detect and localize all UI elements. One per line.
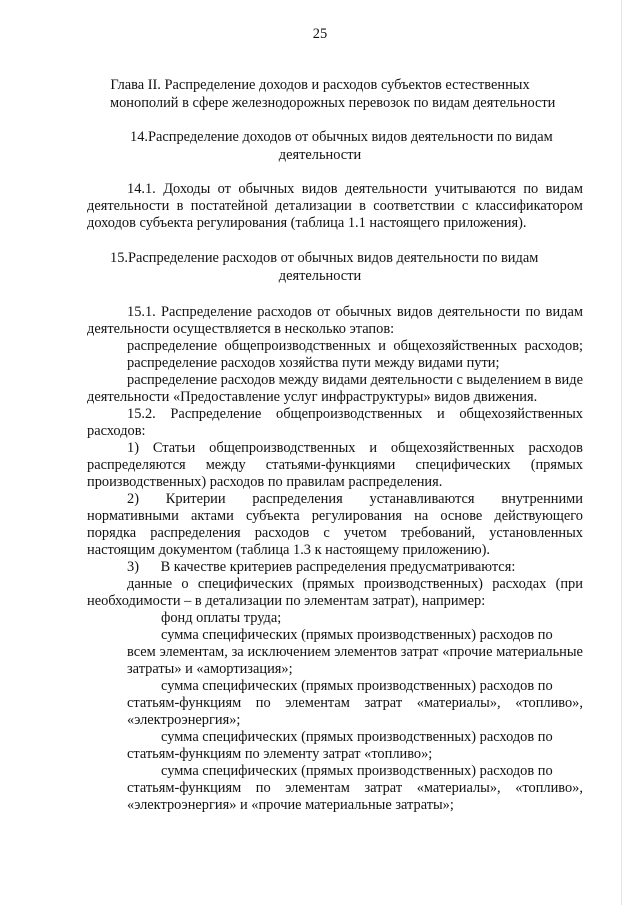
sub-item-payroll: фонд оплаты труда; — [161, 610, 282, 626]
sub-item-a-line-2 — [127, 644, 583, 661]
word: распределения — [150, 525, 241, 541]
word: «прочие — [442, 644, 493, 660]
word: установленных — [489, 525, 583, 541]
sub-item-b-line-1: сумма специфических (прямых производственных) расходов по — [161, 678, 553, 694]
word: производственных) — [363, 576, 483, 592]
word: регулирования — [311, 508, 403, 524]
word: видам — [545, 181, 583, 197]
word: и — [378, 338, 386, 354]
stage-3-line-2: деятельности «Предоставление услуг инфраструктуры» видов движения. — [87, 389, 538, 405]
word: Доходы — [163, 181, 211, 197]
word: соответствии — [373, 198, 455, 214]
word: деятельности — [87, 198, 170, 214]
item-3-line: 3) В качестве критериев распределения предусматриваются: — [127, 559, 516, 575]
section-15-heading-line-2: деятельности — [278, 268, 362, 284]
word: внутренними — [501, 491, 583, 507]
word: статьям-функциям — [127, 780, 242, 796]
word: действующего — [494, 508, 583, 524]
word: распределения — [252, 491, 343, 507]
word: видов — [301, 181, 338, 197]
sub-item-b-line-2 — [127, 695, 583, 712]
item-2-line-3 — [87, 525, 583, 542]
word: в — [176, 198, 184, 214]
item-2-line-1 — [127, 491, 583, 508]
word: с — [461, 198, 469, 214]
word: (прямых — [302, 576, 355, 592]
word: 2) — [127, 491, 139, 507]
word: данные — [127, 576, 173, 592]
word: Распределение — [170, 406, 262, 422]
word: «топливо», — [515, 780, 583, 796]
word: расходах — [492, 576, 547, 592]
word: учетом — [343, 525, 387, 541]
word: основе — [440, 508, 483, 524]
word: расходов; — [524, 338, 583, 354]
word: с — [323, 525, 330, 541]
page-number: 25 — [312, 26, 328, 42]
word: постатейной — [190, 198, 268, 214]
word: «материалы», — [416, 780, 501, 796]
word: выделением — [466, 372, 541, 388]
word: актами — [190, 508, 234, 524]
stage-1-line — [127, 338, 583, 355]
sub-item-a-line-1: сумма специфических (прямых производственных) расходов по — [161, 627, 553, 643]
word: элементам, — [159, 644, 228, 660]
paragraph-15-2-line-1 — [127, 406, 583, 423]
word: порядка — [87, 525, 137, 541]
word: учитываются — [434, 181, 516, 197]
word: и — [369, 440, 378, 456]
word: Распределение — [161, 304, 252, 320]
data-intro-line-2: необходимости – в детализации по элементам затрат), например: — [87, 593, 486, 609]
paragraph-14-1-line-2 — [87, 198, 583, 215]
data-intro-line-1 — [127, 576, 583, 593]
word: деятельности — [437, 304, 521, 320]
stage-3-line-1 — [127, 372, 583, 389]
paragraph-15-1-line-2: деятельности осуществляется в несколько этапов: — [87, 321, 395, 337]
word: затрат — [364, 695, 403, 711]
word: устанавливаются — [369, 491, 475, 507]
word: распределение — [127, 338, 218, 354]
word: между — [278, 372, 319, 388]
word: исключением — [247, 644, 331, 660]
section-14-heading-line-2: деятельности — [278, 147, 362, 163]
word: по — [525, 304, 541, 320]
word: распределяются — [87, 457, 186, 473]
item-1-line-3: производственных) расходов по правилам распределения. — [87, 474, 443, 490]
word: о — [181, 576, 189, 592]
word: элементам — [285, 695, 350, 711]
word: на — [414, 508, 429, 524]
word: общепроизводственных — [224, 338, 371, 354]
word: элементов — [334, 644, 398, 660]
word: 1) — [127, 440, 139, 456]
word: требований, — [400, 525, 476, 541]
sub-item-c-line-1: сумма специфических (прямых производственных) расходов по — [161, 729, 553, 745]
word: 15.1. — [127, 304, 156, 320]
paragraph-15-1-line-1 — [127, 304, 583, 321]
word: деятельности — [345, 181, 428, 197]
word: Критерии — [165, 491, 226, 507]
item-1-line-2 — [87, 457, 583, 474]
paragraph-14-1-line-1 — [127, 181, 583, 198]
chapter-title-line-1: Глава II. Распределение доходов и расходов субъектов естественных — [110, 77, 530, 93]
sub-item-a-line-3: затраты» и «амортизация»; — [127, 661, 293, 677]
word: между — [205, 457, 246, 473]
word: расходов — [528, 440, 583, 456]
word: по — [255, 695, 271, 711]
word: Статьи — [152, 440, 196, 456]
sub-item-c-line-2: статьям-функциям по элементу затрат «топливо»; — [127, 746, 433, 762]
word: за — [231, 644, 244, 660]
word: «топливо», — [515, 695, 583, 711]
word: деятельности — [370, 372, 453, 388]
word: по — [523, 181, 539, 197]
word: обычных — [238, 181, 295, 197]
word: затрат — [400, 644, 439, 660]
word: статьями-функциями — [265, 457, 396, 473]
word: детализации — [275, 198, 352, 214]
word: элементам — [285, 780, 350, 796]
word: и — [436, 406, 445, 422]
word: распределение — [127, 372, 218, 388]
word: специфических — [197, 576, 294, 592]
word: расходов — [220, 372, 276, 388]
word: статьям-функциям — [127, 695, 242, 711]
word: 15.2. — [127, 406, 156, 422]
word: затрат — [364, 780, 403, 796]
paragraph-15-2-line-2: расходов: — [87, 423, 146, 439]
word: от — [217, 181, 231, 197]
word: 14.1. — [127, 181, 156, 197]
word: субъекта — [245, 508, 300, 524]
word: общехозяйственных — [393, 338, 518, 354]
word: специфических — [415, 457, 511, 473]
paragraph-14-1-line-3: доходов субъекта регулирования (таблица 1.1 настоящего приложения). — [87, 215, 527, 231]
word: с — [456, 372, 463, 388]
word: общехозяйственных — [459, 406, 583, 422]
word: от — [317, 304, 331, 320]
word: расходов — [257, 304, 312, 320]
word: расходов — [254, 525, 310, 541]
word: (при — [555, 576, 583, 592]
sub-item-b-line-3: «электроэнергия»; — [127, 712, 241, 728]
word: видами — [322, 372, 368, 388]
word: обычных — [335, 304, 392, 320]
word: в — [359, 198, 366, 214]
word: видов — [396, 304, 433, 320]
word: общепроизводственных — [209, 440, 356, 456]
word: нормативными — [87, 508, 179, 524]
sub-item-d-line-3: «электроэнергия» и «прочие материальные затраты»; — [127, 797, 454, 813]
section-14-heading-line-1: 14.Распределение доходов от обычных видов деятельности по видам — [130, 129, 553, 145]
stage-2-line: распределение расходов хозяйства пути между видами пути; — [127, 355, 500, 371]
word: виде — [554, 372, 583, 388]
sub-item-d-line-2 — [127, 780, 583, 797]
word: общепроизводственных — [276, 406, 423, 422]
word: по — [255, 780, 271, 796]
word: материальные — [496, 644, 583, 660]
item-2-line-2 — [87, 508, 583, 525]
item-1-line-1 — [127, 440, 583, 457]
word: «материалы», — [416, 695, 501, 711]
item-2-line-4: настоящим документом (таблица 1.3 к настоящему приложению). — [87, 542, 490, 558]
word: классификатором — [475, 198, 583, 214]
word: видам — [545, 304, 583, 320]
word: (прямых — [530, 457, 583, 473]
word: всем — [127, 644, 156, 660]
sub-item-d-line-1: сумма специфических (прямых производственных) расходов по — [161, 763, 553, 779]
word: в — [544, 372, 552, 388]
word: общехозяйственных — [390, 440, 515, 456]
chapter-title-line-2: монополий в сфере железнодорожных перевозок по видам деятельности — [110, 95, 556, 111]
section-15-heading-line-1: 15.Распределение расходов от обычных видов деятельности по видам — [110, 250, 539, 266]
page-edge-shadow — [621, 0, 622, 905]
